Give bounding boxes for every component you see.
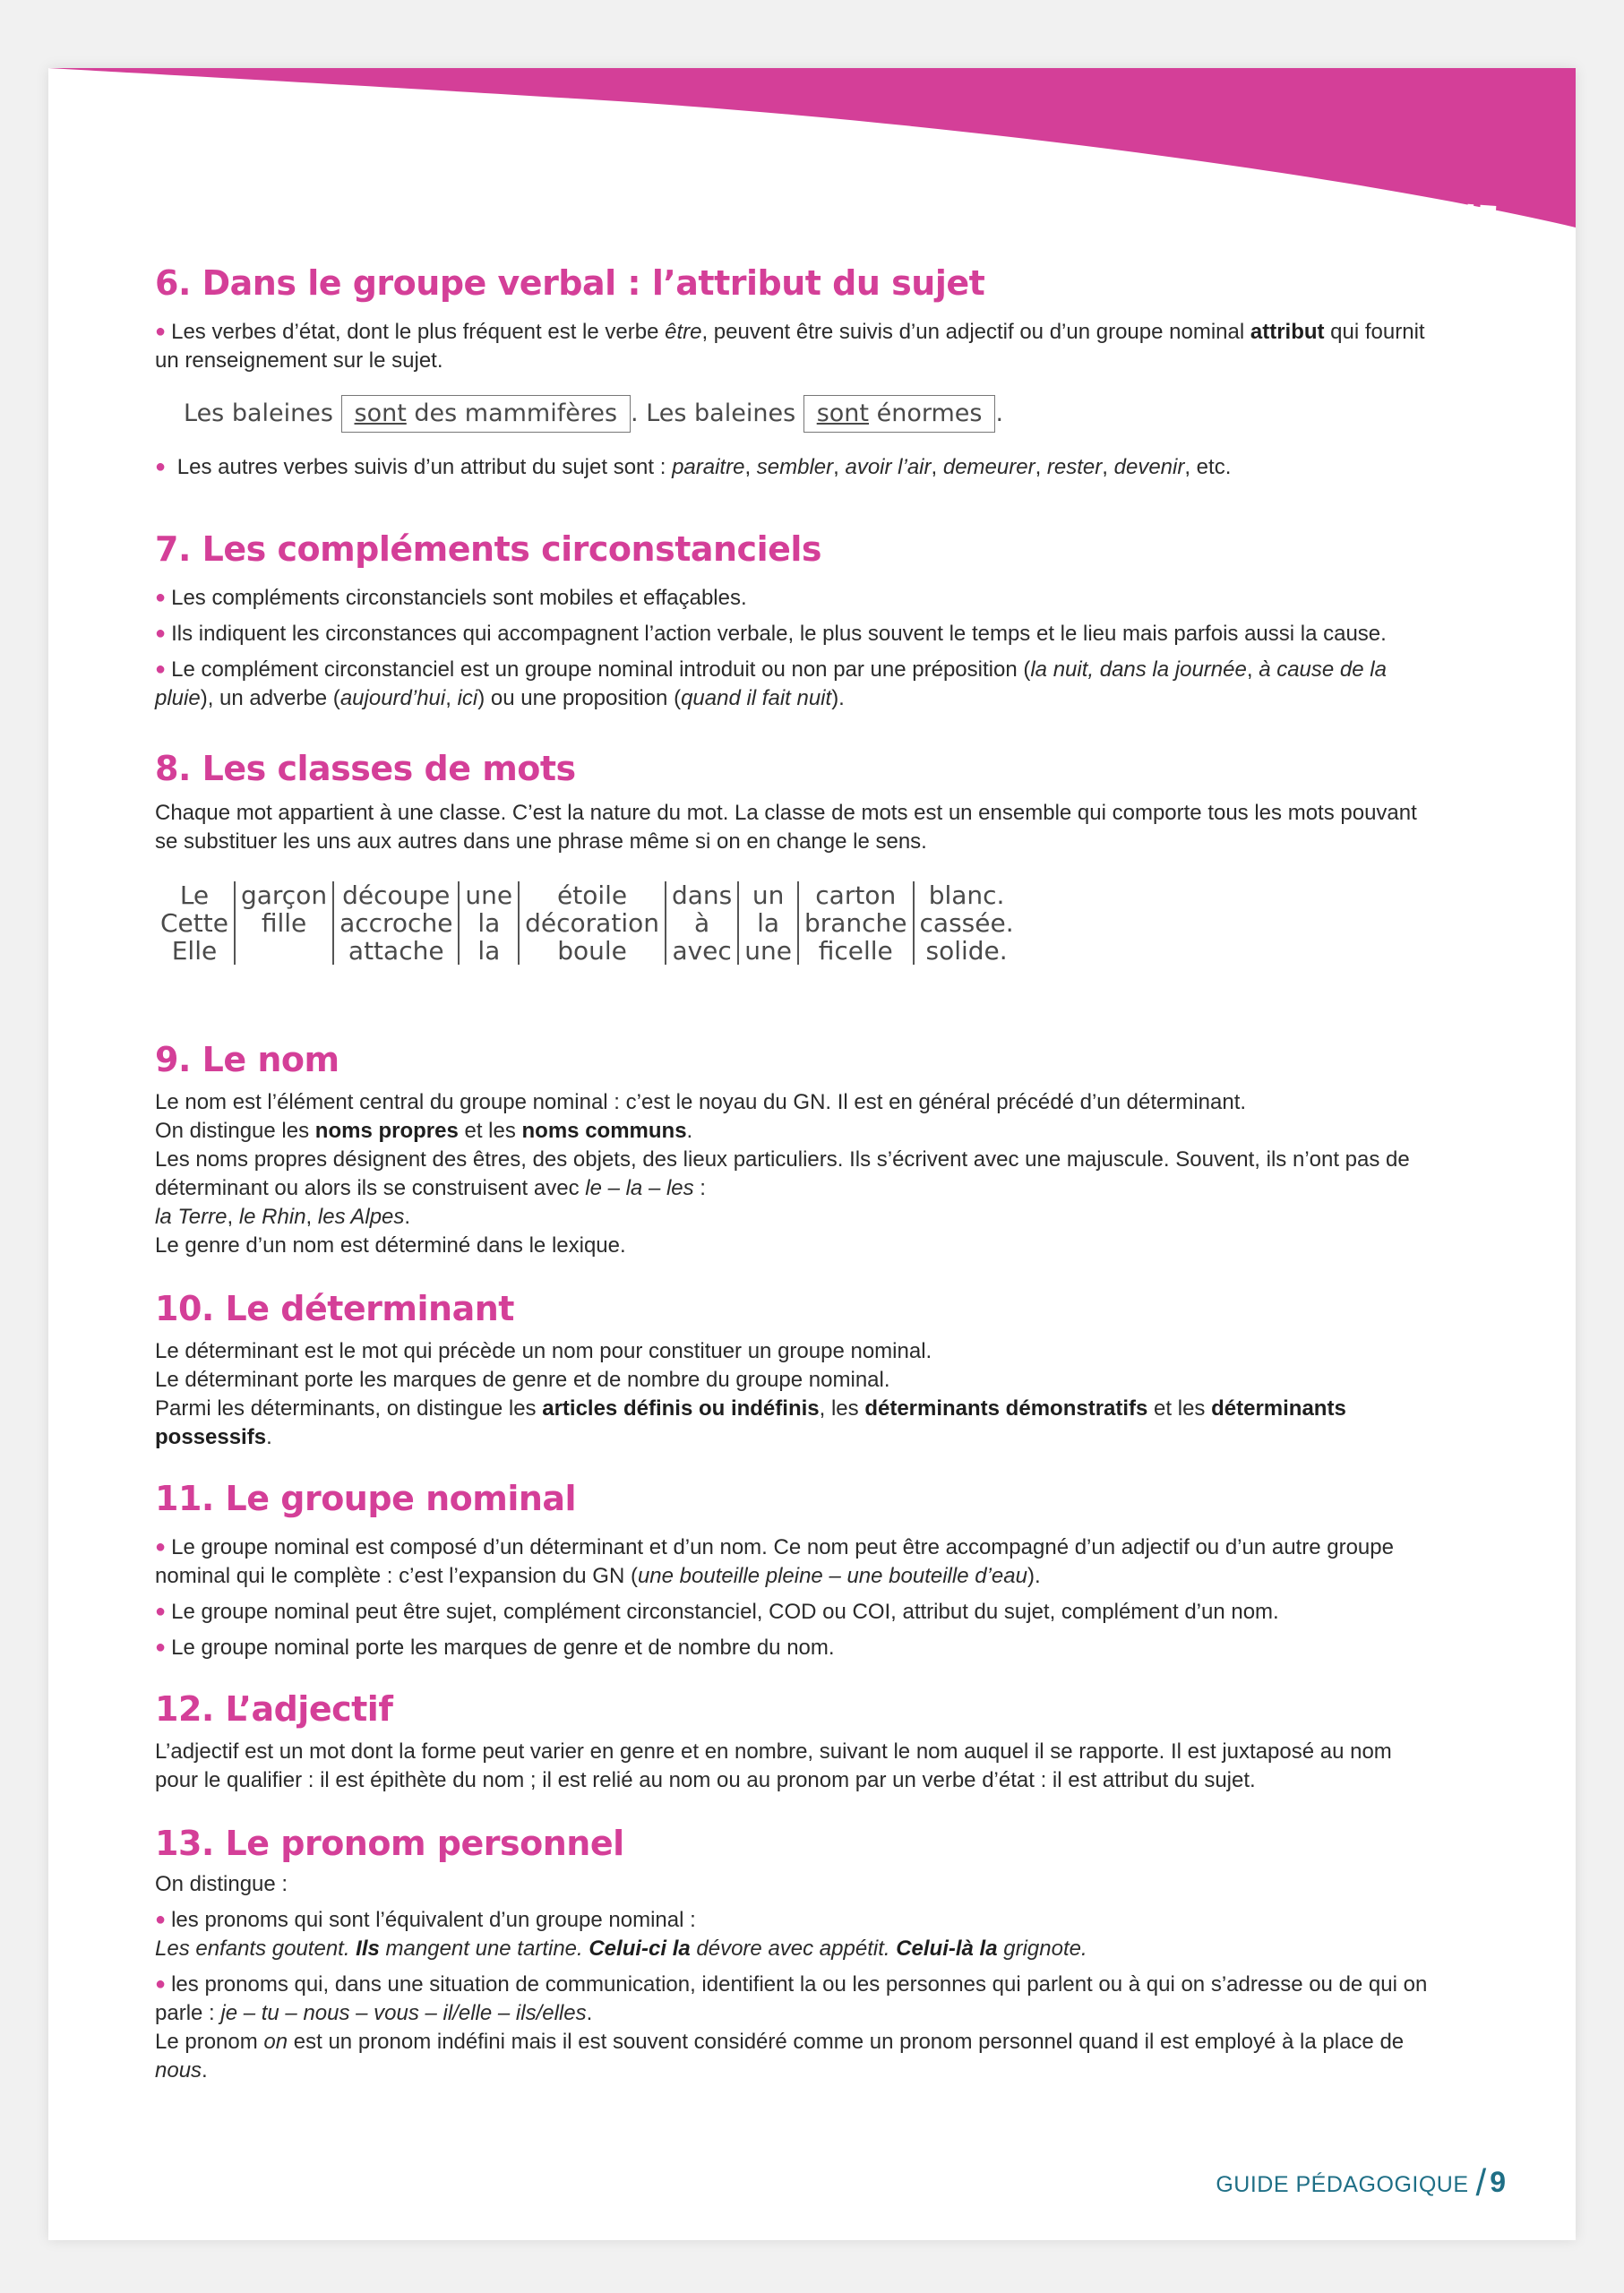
word-cell: avec xyxy=(672,935,732,966)
paragraph: ● Les verbes d’état, dont le plus fréquent est le verbe être, peuvent être suivis d’un adjectif ou d’un groupe nominal attribut qui fournit un renseignement sur le sujet. xyxy=(155,319,1425,373)
paragraph: Les enfants goutent. Ils mangent une tartine. Celui-ci la dévore avec appétit. Celui-là la grignote. xyxy=(155,1936,1087,1961)
section-heading: 9. Le nom xyxy=(155,1040,339,1079)
word-class-column xyxy=(234,881,332,965)
word-cell: solide. xyxy=(925,935,1008,966)
word-class-column xyxy=(458,881,518,965)
word-class-column xyxy=(797,881,913,965)
paragraph: ● les pronoms qui sont l’équivalent d’un groupe nominal : xyxy=(155,1907,696,1932)
word-class-column xyxy=(665,881,737,965)
paragraph: ● Le groupe nominal peut être sujet, complément circonstanciel, COD ou COI, attribut du sujet, complément d’un nom. xyxy=(155,1599,1279,1624)
paragraph: Parmi les déterminants, on distingue les articles définis ou indéfinis, les déterminants démonstratifs et les déterminants possessifs. xyxy=(155,1396,1346,1449)
bullet-icon: ● xyxy=(155,1909,167,1929)
bullet-icon: ● xyxy=(155,587,167,607)
word-class-column xyxy=(155,881,234,965)
paragraph: ● Ils indiquent les circonstances qui accompagnent l’action verbale, le plus souvent le temps et le lieu mais parfois aussi la cause. xyxy=(155,621,1387,646)
word-cell: étoile xyxy=(557,880,628,910)
word-cell: un xyxy=(752,880,785,910)
boxed-group-verbal: sont des mammifères xyxy=(341,395,632,433)
section-heading: 10. Le déterminant xyxy=(155,1289,514,1328)
word-cell: fille xyxy=(261,907,307,938)
paragraph: ● les pronoms qui, dans une situation de communication, identifient la ou les personnes qui parlent ou à qui on s’adresse ou de qui on parle : je – tu – nous – vous – il/elle – ils/elles. xyxy=(155,1971,1428,2025)
paragraph: Le genre d’un nom est déterminé dans le lexique. xyxy=(155,1232,626,1258)
bullet-icon: ● xyxy=(155,1973,167,1994)
word-cell: garçon xyxy=(240,880,328,910)
example-sentences: Les baleines sont des mammifères . Les baleines sont énormes . xyxy=(155,393,1438,434)
word-cell: accroche xyxy=(339,907,453,938)
word-cell: cassée. xyxy=(919,907,1014,938)
word-class-column xyxy=(332,881,458,965)
word-cell xyxy=(241,937,327,965)
section-groupe-nominal xyxy=(155,1479,1438,1662)
section-classes-de-mots xyxy=(155,749,1438,965)
paragraph: ● Le groupe nominal est composé d’un déterminant et d’un nom. Ce nom peut être accompagné d’un adjectif ou d’un autre groupe nominal qui le complète : c’est l’expansion du GN (une bouteille pleine – une bouteille d’eau). xyxy=(155,1534,1394,1588)
page-sheet xyxy=(48,68,1576,2240)
boxed-group-verbal: sont énormes xyxy=(803,395,996,433)
word-cell: attache xyxy=(348,935,444,966)
section-adjectif xyxy=(155,1689,1438,1795)
section-heading: 12. L’adjectif xyxy=(155,1689,393,1729)
paragraph: la Terre, le Rhin, les Alpes. xyxy=(155,1204,411,1229)
paragraph: Les noms propres désignent des êtres, des objets, des lieux particuliers. Ils s’écrivent avec une majuscule. Souvent, ils n’ont pas de déterminant ou alors ils se construisent avec le – la – les : xyxy=(155,1146,1410,1200)
word-cell: blanc. xyxy=(928,880,1005,910)
word-class-column xyxy=(913,881,1019,965)
paragraph: Le déterminant porte les marques de genre et de nombre du groupe nominal. xyxy=(155,1367,890,1392)
section-heading: 6. Dans le groupe verbal : l’attribut du sujet xyxy=(155,263,985,303)
word-class-table xyxy=(155,881,1438,965)
header-title: GUIDE PÉDAGOGIQUE xyxy=(1104,174,1500,237)
paragraph: Le déterminant est le mot qui précède un nom pour constituer un groupe nominal. xyxy=(155,1338,932,1363)
footer-separator: / xyxy=(1475,2161,1487,2203)
section-le-nom xyxy=(155,1040,1438,1260)
word-cell: Cette xyxy=(160,907,228,938)
word-cell: dans xyxy=(671,880,733,910)
paragraph: L’adjectif est un mot dont la forme peut varier en genre et en nombre, suivant le nom auquel il se rapporte. Il est juxtaposé au nom pour le qualifier : il est épithète du nom ; il est relié au nom ou au pronom par un verbe d’état : il est attribut du sujet. xyxy=(155,1739,1392,1792)
section-heading: 13. Le pronom personnel xyxy=(155,1824,624,1863)
word-cell: carton xyxy=(815,880,897,910)
page-number: 9 xyxy=(1490,2166,1506,2198)
word-cell: branche xyxy=(803,907,907,938)
word-cell: la xyxy=(757,907,780,938)
word-cell: la xyxy=(477,935,501,966)
word-cell: Elle xyxy=(171,935,218,966)
paragraph: ● Le complément circonstanciel est un groupe nominal introduit ou non par une préposition (la nuit, dans la journée, à cause de la pluie), un adverbe (aujourd’hui, ici) ou une proposition (quand il fait nuit). xyxy=(155,657,1387,710)
bullet-icon: ● xyxy=(155,658,167,679)
paragraph: On distingue les noms propres et les noms communs. xyxy=(155,1118,693,1143)
paragraph: ● Les autres verbes suivis d’un attribut du sujet sont : paraitre, sembler, avoir l’air, demeurer, rester, devenir, etc. xyxy=(155,454,1232,479)
section-heading: 7. Les compléments circonstanciels xyxy=(155,529,822,569)
section-le-determinant xyxy=(155,1289,1438,1452)
section-complements-circonstanciels xyxy=(155,529,1438,713)
paragraph: Le pronom on est un pronom indéfini mais il est souvent considéré comme un pronom personnel quand il est employé à la place de nous. xyxy=(155,2029,1405,2083)
word-cell: ficelle xyxy=(818,935,893,966)
word-cell: découpe xyxy=(342,880,451,910)
word-cell: la xyxy=(477,907,501,938)
paragraph: ● Le groupe nominal porte les marques de genre et de nombre du nom. xyxy=(155,1635,835,1660)
word-cell: une xyxy=(744,935,792,966)
word-cell: boule xyxy=(557,935,627,966)
word-cell: une xyxy=(465,880,513,910)
bullet-icon: ● xyxy=(155,1636,167,1657)
section-heading: 8. Les classes de mots xyxy=(155,749,576,788)
section-attribut-du-sujet xyxy=(155,263,1438,482)
bullet-icon: ● xyxy=(155,1536,167,1557)
word-cell: décoration xyxy=(525,907,659,938)
paragraph: Chaque mot appartient à une classe. C’est la nature du mot. La classe de mots est un ensemble qui comporte tous les mots pouvant se substituer les uns aux autres dans une phrase même si on en change le sens. xyxy=(155,800,1417,854)
bullet-icon: ● xyxy=(155,321,167,341)
paragraph: Le nom est l’élément central du groupe nominal : c’est le noyau du GN. Il est en général précédé d’un déterminant. xyxy=(155,1089,1247,1114)
section-pronom-personnel xyxy=(155,1824,1438,2085)
paragraph: On distingue : xyxy=(155,1871,288,1896)
word-class-column xyxy=(737,881,797,965)
bullet-icon: ● xyxy=(155,1601,167,1621)
word-class-column xyxy=(518,881,665,965)
page-footer xyxy=(1216,2158,1506,2201)
word-cell: Le xyxy=(179,880,210,910)
bullet-icon: ● xyxy=(155,456,167,477)
section-heading: 11. Le groupe nominal xyxy=(155,1479,577,1518)
paragraph: ● Les compléments circonstanciels sont mobiles et effaçables. xyxy=(155,585,747,610)
word-cell: à xyxy=(694,907,710,938)
bullet-icon: ● xyxy=(155,623,167,643)
footer-label: GUIDE PÉDAGOGIQUE xyxy=(1216,2172,1469,2197)
